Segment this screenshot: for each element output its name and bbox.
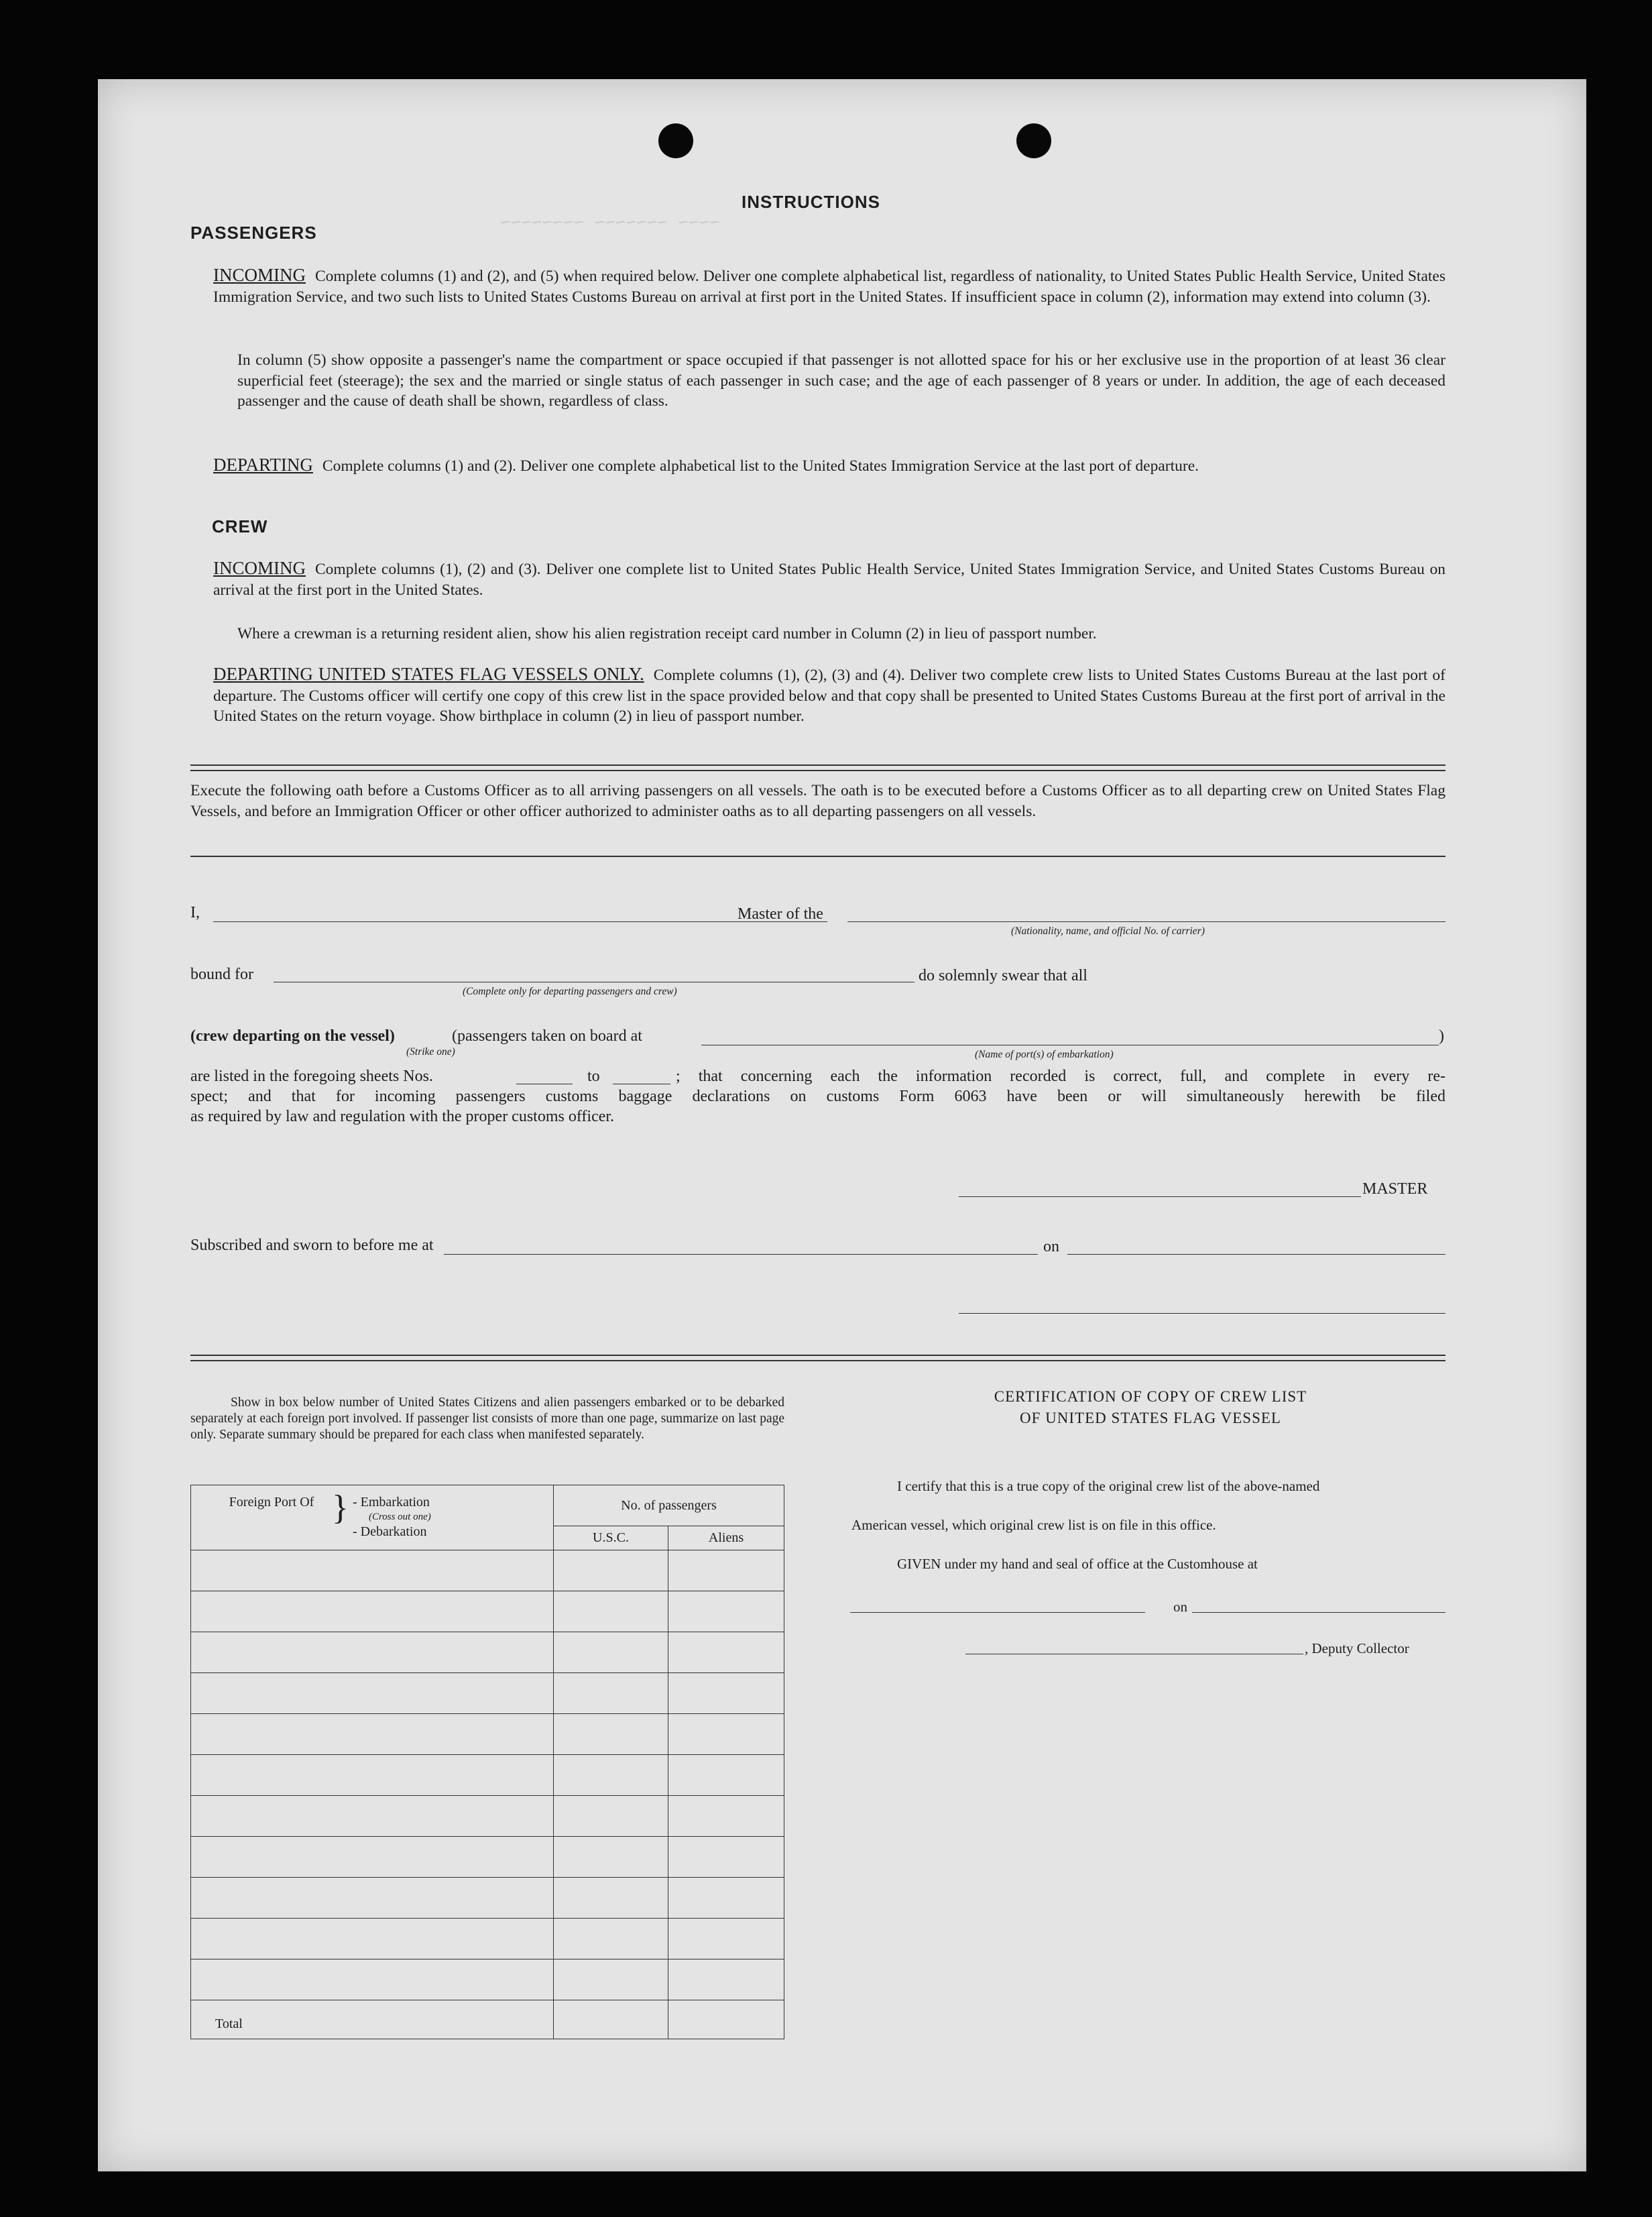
customhouse-field[interactable]: [850, 1612, 1145, 1613]
page-title: INSTRUCTIONS: [742, 192, 880, 212]
oath-i-label: I,: [190, 904, 200, 921]
vessel-text: American vessel, which original crew list is on file in this office.: [851, 1517, 1216, 1533]
passengers-taken-option: (passengers taken on board at: [452, 1027, 642, 1045]
usc-cell[interactable]: [554, 1755, 668, 1796]
port-cell[interactable]: [191, 1673, 554, 1714]
divider: [190, 764, 1446, 766]
aliens-cell[interactable]: [668, 1550, 784, 1591]
brace-icon: }: [332, 1489, 349, 1527]
foreign-port-header: [191, 1485, 554, 1550]
summary-note: Show in box below number of United States Citizens and alien passengers embarked or to be debarked separately at each foreign port involved. If passenger list consists of more than one page, summarize on last page only. Separate summary should be prepared for each class when manifested separately.: [190, 1396, 784, 1442]
oath-text-line-1: ; that concerning each the information recorded is correct, full, and complete in every re-: [676, 1068, 1446, 1085]
usc-cell[interactable]: [554, 1714, 668, 1755]
aliens-cell[interactable]: [668, 1632, 784, 1673]
divider: [190, 1355, 1446, 1356]
usc-cell[interactable]: [554, 1632, 668, 1673]
cross-out-note: (Cross out one): [368, 1512, 431, 1522]
oath-text-line-3: as required by law and regulation with the proper customs officer.: [190, 1108, 615, 1125]
passengers-departing-text: Complete columns (1) and (2). Deliver one complete alphabetical list to the United States Immigration Service at the last port of departure.: [322, 457, 1199, 475]
port-cell[interactable]: [191, 1796, 554, 1837]
usc-header: U.S.C.: [554, 1526, 668, 1550]
port-cell[interactable]: [191, 1959, 554, 2000]
crew-departing-option: (crew departing on the vessel): [190, 1027, 395, 1045]
oath-instructions: Execute the following oath before a Customs Officer as to all arriving passengers on all vessels. The oath is to be executed before a Customs Officer as to all departing crew on United States Flag Vessels, and before an Immigration Officer or other officer authorized to administer oaths as to all departing passengers on all vessels.: [190, 782, 1446, 820]
embarkation-option[interactable]: - Embarkation: [352, 1495, 430, 1510]
certification-title-2: OF UNITED STATES FLAG VESSEL: [1020, 1410, 1281, 1426]
aliens-cell[interactable]: [668, 1796, 784, 1837]
port-cell[interactable]: [191, 1837, 554, 1878]
usc-cell[interactable]: [554, 1959, 668, 2000]
table-row: [191, 1837, 784, 1878]
swear-label: do solemnly swear that all: [919, 967, 1087, 984]
strike-one-note: (Strike one): [406, 1046, 455, 1058]
certification-on-label: on: [1173, 1599, 1187, 1615]
port-cell[interactable]: [191, 1919, 554, 1959]
form-page: [98, 79, 1586, 2171]
divider: [190, 770, 1446, 771]
aliens-cell[interactable]: [668, 1837, 784, 1878]
aliens-cell[interactable]: [668, 1919, 784, 1959]
port-cell[interactable]: [191, 1714, 554, 1755]
punch-hole-right: [1016, 123, 1051, 158]
passengers-heading: PASSENGERS: [190, 223, 317, 243]
crew-incoming-label: INCOMING: [213, 558, 306, 578]
passengers-incoming-paragraph: [213, 265, 1446, 307]
table-row: [191, 1550, 784, 1591]
crew-departing-text: Complete columns (1), (2), (3) and (4). Deliver two complete crew lists to United States Customs Bureau at the last port of departure. The Customs officer will certify one copy of this crew list in the space provided below and that copy shall be presented to United States Customs Bureau at the first port of arrival in the United States on the return voyage. Show birthplace in column (2) in lieu of passport number.: [213, 667, 1446, 725]
port-cell[interactable]: [191, 1755, 554, 1796]
table-row: [191, 1959, 784, 2000]
usc-cell[interactable]: [554, 1919, 668, 1959]
table-row: [191, 1878, 784, 1919]
crew-departing-paragraph: [213, 664, 1446, 727]
to-label: to: [587, 1068, 600, 1085]
crew-incoming-paragraph: [213, 558, 1446, 600]
table-row: [191, 1673, 784, 1714]
aliens-total-cell[interactable]: [668, 2000, 784, 2039]
port-cell[interactable]: [191, 1550, 554, 1591]
passengers-incoming-text: Complete columns (1) and (2), and (5) when required below. Deliver one complete alphabetical list, regardless of nationality, to United States Public Health Service, United States Immigration Service, and two such lists to United States Customs Bureau on arrival at first port in the United States. If insufficient space in column (2), information may extend into column (3).: [213, 268, 1446, 306]
usc-cell[interactable]: [554, 1837, 668, 1878]
foreign-port-label: Foreign Port Of: [229, 1495, 314, 1510]
master-signature-field[interactable]: [959, 1196, 1361, 1197]
debarkation-option[interactable]: - Debarkation: [352, 1524, 427, 1539]
column5-paragraph: In column (5) show opposite a passenger's name the compartment or space occupied if that passenger is not allotted space for his or her exclusive use in the proportion of at least 36 clear superficial feet (steerage); the sex and the married or single status of each passenger in such case; and the age of each passenger of 8 years or under. In addition, the age of each deceased passenger and the cause of death shall be shown, regardless of class.: [237, 351, 1446, 410]
aliens-cell[interactable]: [668, 1673, 784, 1714]
crew-incoming-text: Complete columns (1), (2) and (3). Deliver one complete list to United States Public Health Service, United States Immigration Service, and United States Customs Bureau on arrival at the first port in the United States.: [213, 561, 1446, 599]
deputy-collector-label: , Deputy Collector: [1305, 1640, 1409, 1656]
carrier-note: (Nationality, name, and official No. of carrier): [1011, 925, 1205, 937]
no-of-passengers-header: No. of passengers: [554, 1485, 784, 1526]
sworn-place-field[interactable]: [444, 1254, 1038, 1255]
aliens-header: Aliens: [668, 1526, 784, 1550]
port-cell[interactable]: [191, 1878, 554, 1919]
given-text: GIVEN under my hand and seal of office at the Customhouse at: [897, 1556, 1258, 1572]
usc-total-cell[interactable]: [554, 2000, 668, 2039]
sworn-on-label: on: [1043, 1238, 1059, 1255]
aliens-cell[interactable]: [668, 1959, 784, 2000]
table-row: [191, 1755, 784, 1796]
bleed-through-text: ~~~~ ~~~~~~~ ~~~~~~~~: [500, 213, 720, 233]
passengers-departing-paragraph: [213, 455, 1446, 477]
passengers-departing-label: DEPARTING: [213, 455, 313, 475]
crew-departing-label: DEPARTING UNITED STATES FLAG VESSELS ONLY.: [213, 664, 644, 684]
total-label: Total: [191, 2000, 554, 2039]
certification-date-field[interactable]: [1192, 1612, 1446, 1613]
carrier-field[interactable]: [847, 921, 1446, 922]
listed-sheets-label: are listed in the foregoing sheets Nos.: [190, 1068, 433, 1085]
usc-cell[interactable]: [554, 1550, 668, 1591]
bound-for-note: (Complete only for departing passengers and crew): [463, 986, 677, 997]
passenger-summary-table: [190, 1485, 784, 2039]
port-cell[interactable]: [191, 1632, 554, 1673]
oath-text-line-2: spect; and that for incoming passengers customs baggage declarations on customs Form 6063 have been or will simultaneously herewith be filed: [190, 1088, 1446, 1105]
usc-cell[interactable]: [554, 1673, 668, 1714]
crew-heading: CREW: [212, 516, 268, 536]
divider: [190, 1360, 1446, 1361]
table-row: [191, 1919, 784, 1959]
punch-hole-left: [658, 123, 693, 158]
close-paren: ): [1439, 1027, 1444, 1045]
aliens-cell[interactable]: [668, 1591, 784, 1632]
subscribed-label: Subscribed and sworn to before me at: [190, 1237, 434, 1254]
table-row: [191, 1632, 784, 1673]
certification-title-1: CERTIFICATION OF COPY OF CREW LIST: [994, 1388, 1307, 1405]
divider: [190, 856, 1446, 857]
master-name-field[interactable]: [213, 921, 827, 922]
port-cell[interactable]: [191, 1591, 554, 1632]
master-label: MASTER: [1362, 1180, 1428, 1198]
passengers-incoming-label: INCOMING: [213, 265, 306, 285]
officer-signature-field[interactable]: [959, 1313, 1446, 1314]
aliens-cell[interactable]: [668, 1755, 784, 1796]
aliens-cell[interactable]: [668, 1714, 784, 1755]
master-of-label: Master of the: [738, 905, 823, 923]
total-row: [191, 2000, 784, 2039]
usc-cell[interactable]: [554, 1796, 668, 1837]
usc-cell[interactable]: [554, 1591, 668, 1632]
usc-cell[interactable]: [554, 1878, 668, 1919]
crew-alien-paragraph: Where a crewman is a returning resident alien, show his alien registration receipt card number in Column (2) in lieu of passport number.: [237, 625, 1097, 642]
table-row: [191, 1796, 784, 1837]
table-row: [191, 1591, 784, 1632]
bound-for-label: bound for: [190, 966, 253, 983]
certify-text: I certify that this is a true copy of the original crew list of the above-named: [897, 1478, 1320, 1494]
aliens-cell[interactable]: [668, 1878, 784, 1919]
table-row: [191, 1714, 784, 1755]
ports-note: (Name of port(s) of embarkation): [975, 1049, 1114, 1060]
sworn-date-field[interactable]: [1067, 1254, 1446, 1255]
